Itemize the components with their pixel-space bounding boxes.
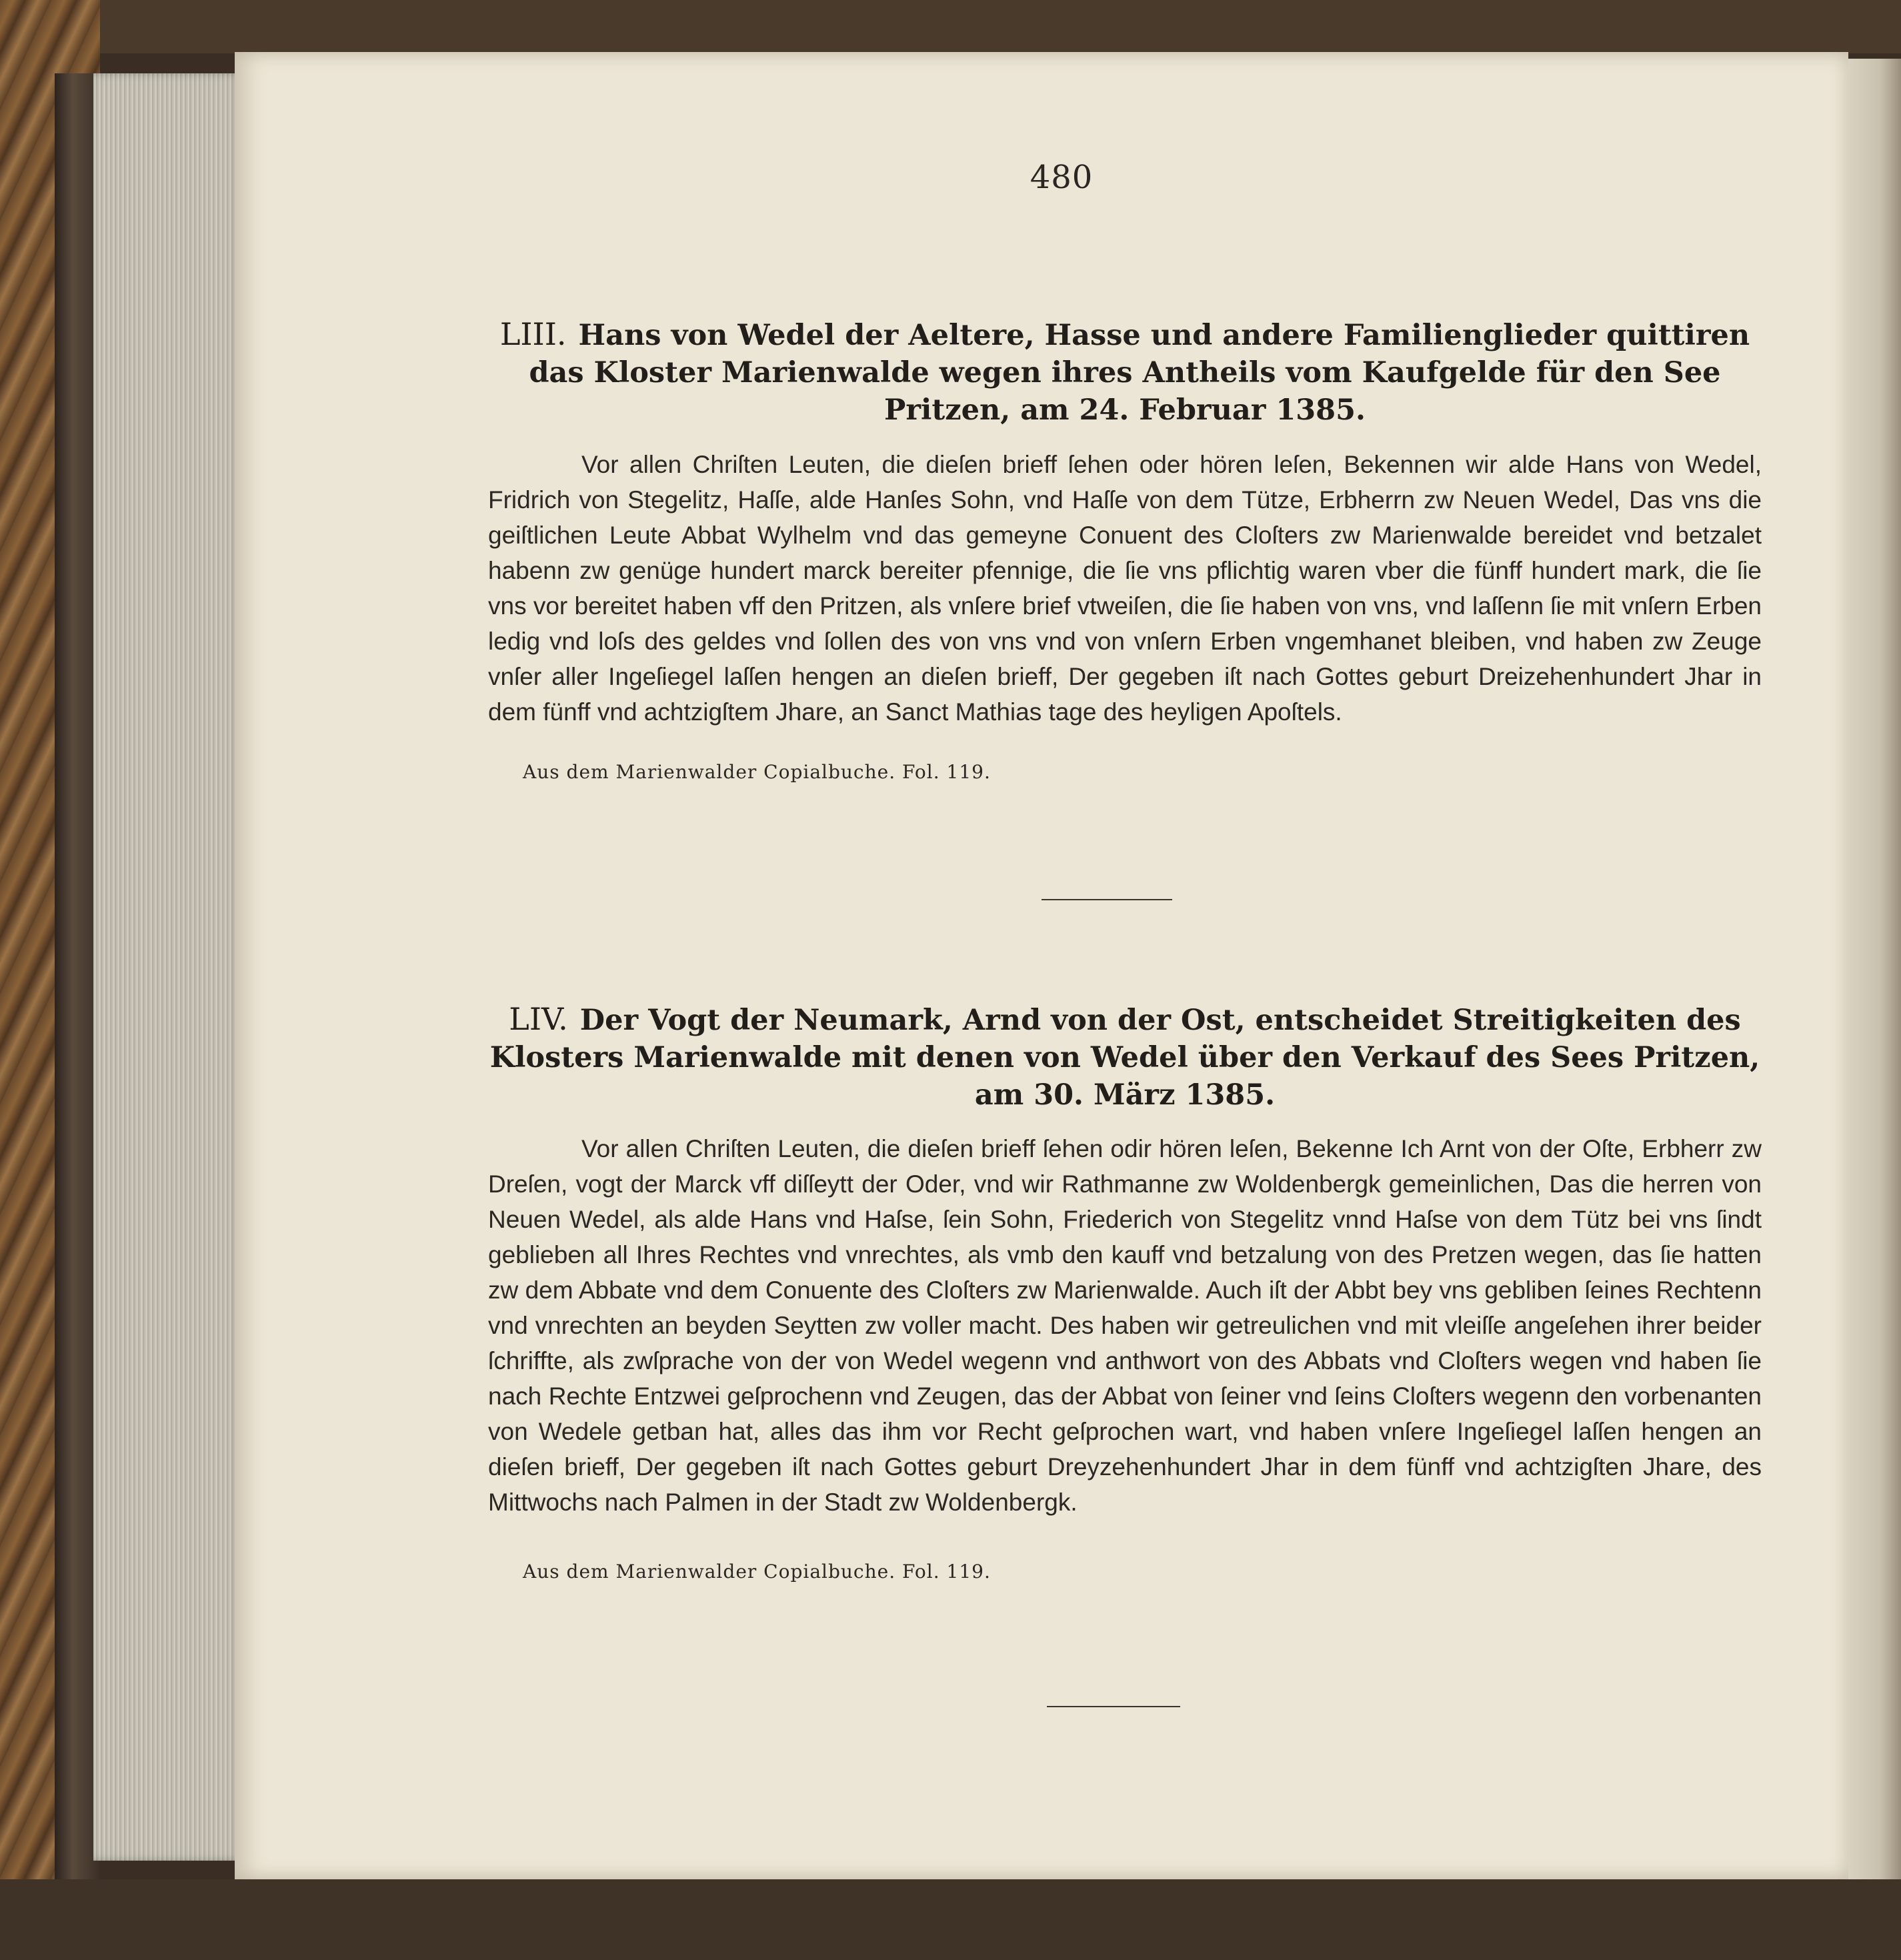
facing-page-edge xyxy=(1848,59,1901,1879)
section-divider xyxy=(1047,1706,1180,1707)
document-text: Vor allen Chriſten Leuten, die dieſen brieff ſehen odir hören leſen, Bekenne Ich Arnt von der Oſte, Erbherr zw Dreſen, vogt der Marck vff diſſeytt der Oder, vnd wir Rathmanne zw Woldenbergk gemeinlichen, Das die herren von Neuen Wedel, als alde Hans vnd Haſse, ſein Sohn, Friederich von Stegelitz vnnd Haſse von dem Tütz bei vns ſindt geblieben all Ihres Rechtes vnd vnrechtes, als vmb den kauff vnd betzalung von des Pretzen wegen, das ſie hatten zw dem Abbate vnd dem Conuente des Cloſters zw Marienwalde. Auch iſt der Abbt bey vns gebliben ſeines Rechtenn vnd vnrechten an beyden Seytten zw voller macht. Des haben wir getreulichen vnd mit vleiſſe angeſehen ihrer beider ſchriffte, als zwſprache von der von Wedel wegenn vnd anthwort von des Abbats vnd Cloſters wegen vnd haben ſie nach Rechte Entzwei geſprochenn vnd Zeugen, das der Abbat von ſeiner vnd ſeins Cloſters wegenn den vorbenanten von Wedele getban hat, alles das ihm vor Recht geſprochen wart, vnd haben vnſere Ingeſiegel laſſen hengen an dieſen brieff, Der gegeben iſt nach Gottes geburt Dreyzehenhundert Jhar in dem fünff vnd achtzigſten Jhare, des Mittwochs nach Palmen in der Stadt zw Woldenbergk. xyxy=(488,1135,1762,1516)
document-body-liii xyxy=(488,447,1762,730)
document-heading-liv xyxy=(488,1000,1762,1114)
document-body-liv xyxy=(488,1131,1762,1520)
page-content xyxy=(235,52,1848,1879)
section-divider xyxy=(1042,899,1172,900)
document-text: Vor allen Chriſten Leuten, die dieſen brieff ſehen oder hören leſen, Bekennen wir alde Hans von Wedel, Fridrich von Stegelitz, Haſſe, alde Hanſes Sohn, vnd Haſſe von dem Tütze, Erbherrn zw Neuen Wedel, Das vns die geiſtlichen Leute Abbat Wylhelm vnd das gemeyne Conuent des Cloſters zw Marienwalde bereidet vnd betzalet habenn zw genüge hundert marck bereiter pfennige, die ſie vns pflichtig waren vber die fünff hundert mark, die ſie vns vor bereitet haben vff den Pritzen, als vnſere brief vtweiſen, die ſie haben von vns, vnd laſſenn ſie mit vnſern Erben ledig vnd loſs des geldes vnd ſollen des von vns vnd von vnſern Erben vngemhanet bleiben, vnd haben zw Zeuge vnſer aller Ingeſiegel laſſen hengen an dieſen brieff, Der gegeben iſt nach Gottes geburt Dreizehenhundert Jhar in dem fünff vnd achtzigſtem Jhare, an Sanct Mathias tage des heyligen Apoſtels. xyxy=(488,451,1762,726)
document-heading-liii xyxy=(488,315,1762,429)
document-number: LIII. xyxy=(499,316,567,352)
page-edges-stack xyxy=(93,73,241,1861)
background-top xyxy=(0,0,1901,53)
document-number: LIV. xyxy=(509,1001,568,1037)
page-number: 480 xyxy=(1030,159,1094,196)
source-note-liii: Aus dem Marienwalder Copialbuche. Fol. 119. xyxy=(523,761,991,783)
source-note-liv: Aus dem Marienwalder Copialbuche. Fol. 119. xyxy=(523,1561,991,1583)
document-title: Der Vogt der Neumark, Arnd von der Ost, entscheidet Streitigkeiten des Klosters Marienwalde mit denen von Wedel über den Verkauf des Sees Pritzen, am 30. März 1385. xyxy=(489,1004,1760,1112)
book-page xyxy=(235,52,1848,1879)
document-title: Hans von Wedel der Aeltere, Hasse und andere Familienglieder quittiren das Kloster Marienwalde wegen ihres Antheils vom Kaufgelde für den See Pritzen, am 24. Februar 1385. xyxy=(529,319,1750,427)
background-bottom xyxy=(0,1879,1901,1960)
